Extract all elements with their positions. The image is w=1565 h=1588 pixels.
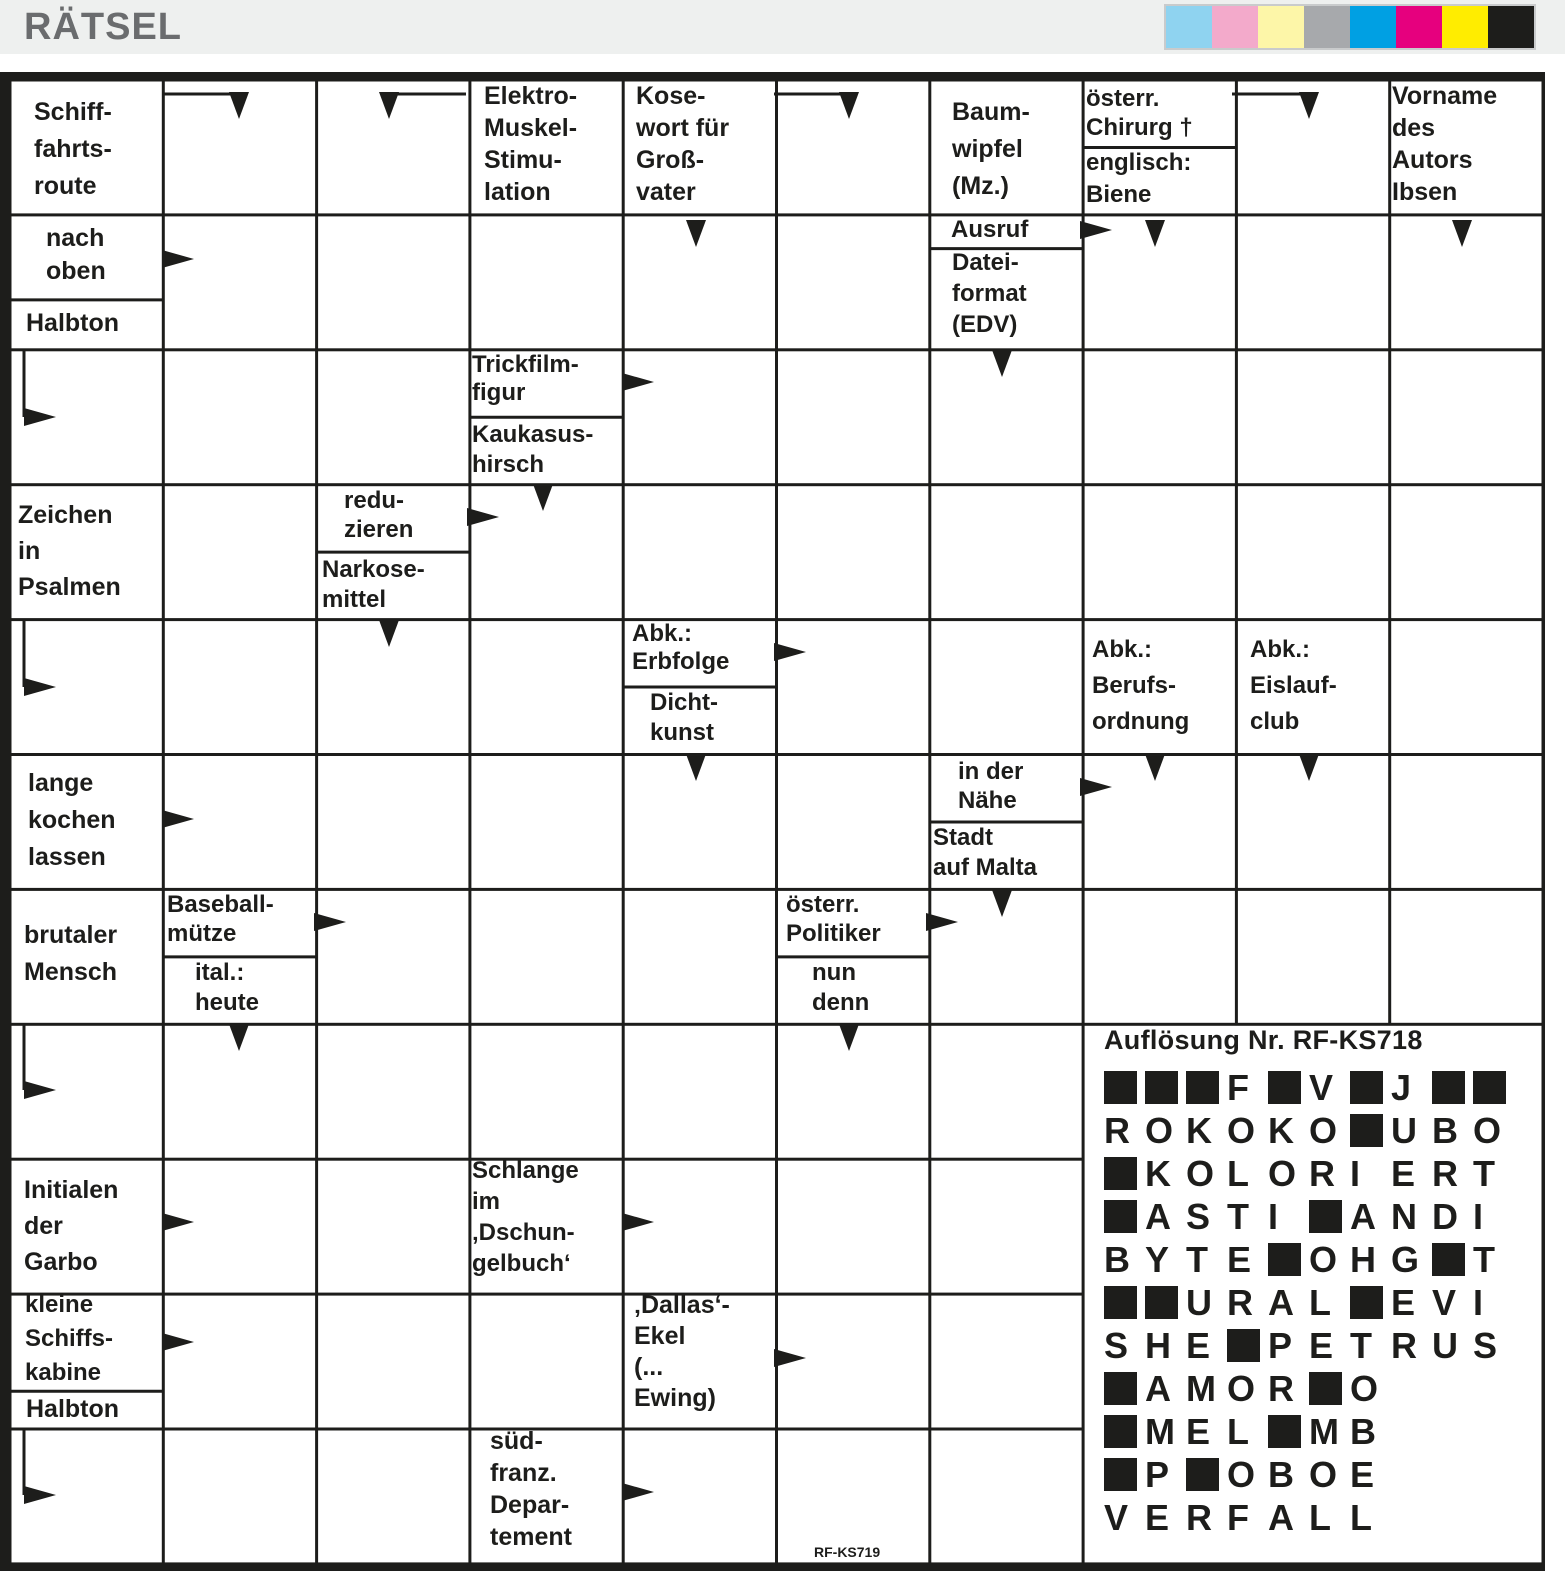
grid-cell (778, 1026, 928, 1158)
solution-row (1104, 1453, 1524, 1496)
solution-block (1145, 1066, 1186, 1109)
clue-text: Kaukasus- hirsch (472, 421, 594, 478)
clue-text: Halbton (26, 1395, 120, 1423)
solution-block (1309, 1367, 1350, 1410)
color-swatch (1166, 6, 1212, 48)
grid-cell (165, 486, 315, 618)
grid-cell (318, 1296, 468, 1428)
clue-text: süd- franz. Depar- tement (490, 1427, 572, 1551)
grid-cell (625, 756, 775, 888)
grid-cell (1085, 891, 1235, 1023)
solution-block (1268, 1410, 1309, 1453)
solution-block (1186, 1453, 1227, 1496)
grid-cell (471, 621, 621, 753)
grid-cell (1391, 486, 1541, 618)
grid-cell (1238, 891, 1388, 1023)
solution-block (1104, 1367, 1145, 1410)
solution-block (1350, 1066, 1391, 1109)
solution-block (1104, 1195, 1145, 1238)
solution-letter: L (1227, 1153, 1249, 1194)
grid-cell (625, 891, 775, 1023)
solution-letter: A (1145, 1196, 1171, 1237)
grid-cell (165, 216, 315, 348)
solution-block (1104, 1410, 1145, 1453)
clue-text: Narkose- mittel (322, 556, 425, 613)
grid-cell (1238, 216, 1388, 348)
grid-cell (778, 621, 928, 753)
grid-cell (931, 1026, 1081, 1158)
solution-letter: T (1473, 1239, 1495, 1280)
solution-letter: R (1432, 1153, 1458, 1194)
solution-block (1309, 1195, 1350, 1238)
clue-text: Zeichen in Psalmen (18, 501, 121, 601)
clue-text: nun denn (812, 959, 870, 1016)
solution-letter: I (1473, 1282, 1484, 1323)
solution-row (1104, 1496, 1524, 1539)
solution-block (1350, 1281, 1391, 1324)
clue-text: brutaler Mensch (24, 921, 118, 986)
solution-letter: O (1309, 1454, 1338, 1495)
grid-cell (165, 756, 315, 888)
grid-cell (778, 486, 928, 618)
clue-text: lange kochen lassen (28, 769, 116, 871)
clue-text: Vorname des Autors Ibsen (1392, 82, 1498, 206)
color-swatch (1350, 6, 1396, 48)
grid-cell (778, 1161, 928, 1293)
solution-letter: O (1350, 1368, 1379, 1409)
clue-text: Ausruf (951, 216, 1029, 243)
solution-letter: U (1391, 1110, 1417, 1151)
solution-letter: O (1186, 1153, 1215, 1194)
grid-cell (931, 1431, 1081, 1563)
solution-letter: R (1186, 1497, 1212, 1538)
clue-text: Baseball- mütze (167, 891, 274, 947)
solution-letter: S (1104, 1325, 1129, 1366)
solution-letter: G (1391, 1239, 1420, 1280)
solution-letter: O (1227, 1110, 1256, 1151)
solution-letter: A (1145, 1368, 1171, 1409)
solution-letter: O (1227, 1368, 1256, 1409)
grid-cell (778, 351, 928, 483)
solution-row (1104, 1281, 1524, 1324)
solution-letter: K (1145, 1153, 1171, 1194)
solution-letter: L (1227, 1411, 1249, 1452)
solution-block (1145, 1281, 1186, 1324)
grid-cell (931, 891, 1081, 1023)
solution-letter: D (1432, 1196, 1458, 1237)
grid-cell (165, 1161, 315, 1293)
clue-text: Abk.: Erbfolge (632, 620, 730, 675)
clue-text: österr. Chirurg † (1086, 85, 1193, 141)
grid-cell (318, 216, 468, 348)
solution-letter: M (1309, 1411, 1339, 1452)
solution-letter: M (1186, 1368, 1216, 1409)
clue-text: Trickfilm- figur (472, 351, 579, 406)
grid-cell (165, 1296, 315, 1428)
solution-block (1227, 1324, 1268, 1367)
puzzle-code: RF-KS719 (814, 1544, 881, 1560)
grid-cell (471, 756, 621, 888)
grid-cell (318, 1161, 468, 1293)
grid-cell (165, 1431, 315, 1563)
solution-row (1104, 1410, 1524, 1453)
solution-letter: Y (1145, 1239, 1170, 1280)
solution-letter: F (1227, 1067, 1249, 1108)
clue-text: in der Nähe (958, 758, 1024, 814)
clue-text: Datei- format (EDV) (952, 249, 1027, 338)
clue-text: Abk.: Eislauf- club (1250, 636, 1337, 735)
grid-cell (625, 1026, 775, 1158)
solution-letter: R (1104, 1110, 1130, 1151)
grid-cell (931, 1296, 1081, 1428)
clue-text: Baum- wipfel (Mz.) (952, 98, 1030, 200)
page-title: RÄTSEL (24, 6, 182, 48)
solution-letter: I (1473, 1196, 1484, 1237)
solution-letter: S (1186, 1196, 1211, 1237)
solution-letter: O (1309, 1110, 1338, 1151)
grid-cell (1085, 486, 1235, 618)
solution-letter: J (1391, 1067, 1412, 1108)
solution-grid (1104, 1066, 1524, 1539)
grid-cell (625, 1431, 775, 1563)
grid-cell (778, 1296, 928, 1428)
grid-cell (778, 216, 928, 348)
solution-title: Auflösung Nr. RF-KS718 (1104, 1025, 1423, 1055)
solution-letter: O (1227, 1454, 1256, 1495)
clue-text: Elektro- Muskel- Stimu- lation (484, 82, 578, 206)
grid-cell (1391, 891, 1541, 1023)
clue-text: Schlange im ‚Dschun- gelbuch‘ (472, 1157, 579, 1277)
solution-letter: E (1391, 1153, 1416, 1194)
solution-letter: T (1473, 1153, 1495, 1194)
solution-block (1104, 1066, 1145, 1109)
solution-letter: I (1350, 1153, 1361, 1194)
grid-cell (165, 621, 315, 753)
clue-text: Kose- wort für Groß- vater (636, 82, 730, 206)
solution-block (1186, 1066, 1227, 1109)
solution-letter: P (1268, 1325, 1293, 1366)
solution-letter: T (1227, 1196, 1249, 1237)
solution-letter: B (1350, 1411, 1376, 1452)
solution-letter: V (1104, 1497, 1129, 1538)
solution-block (1350, 1109, 1391, 1152)
grid-cell (1391, 621, 1541, 753)
clue-text: Dicht- kunst (650, 689, 718, 746)
solution-row (1104, 1109, 1524, 1152)
clue-text: ‚Dallas‘- Ekel (... Ewing) (634, 1291, 730, 1412)
solution-letter: L (1350, 1497, 1372, 1538)
grid-cell (318, 1026, 468, 1158)
clue-text: Stadt auf Malta (933, 824, 1038, 881)
solution-letter: K (1268, 1110, 1294, 1151)
solution-letter: R (1309, 1153, 1335, 1194)
solution-letter: A (1268, 1497, 1294, 1538)
solution-letter: E (1391, 1282, 1416, 1323)
grid-cell (1238, 486, 1388, 618)
color-swatch (1488, 6, 1534, 48)
color-swatch (1442, 6, 1488, 48)
grid-cell (931, 351, 1081, 483)
solution-letter: E (1227, 1239, 1252, 1280)
grid-cell (625, 1161, 775, 1293)
solution-letter: O (1309, 1239, 1338, 1280)
grid-cell (318, 756, 468, 888)
color-swatch (1212, 6, 1258, 48)
solution-letter: O (1473, 1110, 1502, 1151)
solution-row (1104, 1152, 1524, 1195)
solution-letter: B (1104, 1239, 1130, 1280)
color-calibration-strip (1164, 4, 1536, 50)
solution-letter: R (1227, 1282, 1253, 1323)
grid-cell (165, 351, 315, 483)
solution-letter: B (1268, 1454, 1294, 1495)
grid-cell (471, 1296, 621, 1428)
grid-cell (318, 621, 468, 753)
solution-row (1104, 1195, 1524, 1238)
clue-text: Abk.: Berufs- ordnung (1092, 636, 1190, 735)
grid-cell (1238, 351, 1388, 483)
clue-text: österr. Politiker (786, 891, 881, 947)
solution-letter: R (1268, 1368, 1294, 1409)
grid-cell (471, 891, 621, 1023)
grid-cell (471, 1026, 621, 1158)
solution-block (1432, 1238, 1473, 1281)
grid-cell (931, 486, 1081, 618)
grid-cell (625, 351, 775, 483)
solution-letter: P (1145, 1454, 1170, 1495)
grid-cell (1391, 216, 1541, 348)
solution-letter: A (1350, 1196, 1376, 1237)
solution-letter: U (1432, 1325, 1458, 1366)
grid-cell (1391, 756, 1541, 888)
header-bar (0, 0, 1565, 54)
solution-block (1473, 1066, 1514, 1109)
clue-text: Schiff- fahrts- route (34, 98, 112, 200)
solution-letter: R (1391, 1325, 1417, 1366)
solution-letter: M (1145, 1411, 1175, 1452)
solution-letter: O (1268, 1153, 1297, 1194)
clue-text: kleine Schiffs- kabine (25, 1291, 114, 1386)
solution-letter: H (1145, 1325, 1171, 1366)
solution-letter: E (1186, 1411, 1211, 1452)
color-swatch (1396, 6, 1442, 48)
color-swatch (1258, 6, 1304, 48)
clue-text: ital.: heute (195, 959, 260, 1016)
solution-letter: B (1432, 1110, 1458, 1151)
solution-panel (1104, 1025, 1524, 1539)
solution-letter: E (1186, 1325, 1211, 1366)
solution-letter: A (1268, 1282, 1294, 1323)
solution-letter: L (1309, 1497, 1331, 1538)
solution-block (1268, 1238, 1309, 1281)
grid-cell (1238, 756, 1388, 888)
solution-letter: H (1350, 1239, 1376, 1280)
solution-letter: V (1309, 1067, 1334, 1108)
grid-cell (1085, 216, 1235, 348)
solution-row (1104, 1066, 1524, 1109)
clue-text: Halbton (26, 309, 120, 337)
solution-letter: E (1350, 1454, 1375, 1495)
grid-cell (778, 756, 928, 888)
solution-block (1432, 1066, 1473, 1109)
solution-row (1104, 1238, 1524, 1281)
grid-cell (318, 351, 468, 483)
solution-letter: V (1432, 1282, 1457, 1323)
solution-row (1104, 1324, 1524, 1367)
color-swatch (1304, 6, 1350, 48)
grid-cell (931, 1161, 1081, 1293)
solution-block (1104, 1152, 1145, 1195)
solution-block (1104, 1453, 1145, 1496)
solution-letter: I (1268, 1196, 1279, 1237)
grid-cell (1085, 351, 1235, 483)
grid-cell (931, 621, 1081, 753)
solution-row (1104, 1367, 1524, 1410)
clue-text: Initialen der Garbo (24, 1176, 119, 1276)
clue-text: redu- zieren (344, 487, 414, 543)
solution-letter: L (1309, 1282, 1331, 1323)
grid-cell (1391, 351, 1541, 483)
grid-cell (318, 891, 468, 1023)
solution-letter: T (1186, 1239, 1208, 1280)
grid-cell (625, 486, 775, 618)
solution-letter: F (1227, 1497, 1249, 1538)
solution-letter: T (1350, 1325, 1372, 1366)
grid-cell (471, 216, 621, 348)
solution-letter: K (1186, 1110, 1212, 1151)
solution-letter: E (1145, 1497, 1170, 1538)
grid-cell (778, 1431, 928, 1563)
solution-letter: E (1309, 1325, 1334, 1366)
grid-cell (1085, 756, 1235, 888)
grid-cell (318, 1431, 468, 1563)
solution-letter: S (1473, 1325, 1498, 1366)
solution-block (1104, 1281, 1145, 1324)
solution-letter: N (1391, 1196, 1417, 1237)
clue-text: nach oben (46, 224, 106, 285)
grid-cell (471, 486, 621, 618)
solution-letter: U (1186, 1282, 1212, 1323)
clue-text: englisch: Biene (1086, 149, 1192, 208)
solution-letter: O (1145, 1110, 1174, 1151)
solution-block (1268, 1066, 1309, 1109)
